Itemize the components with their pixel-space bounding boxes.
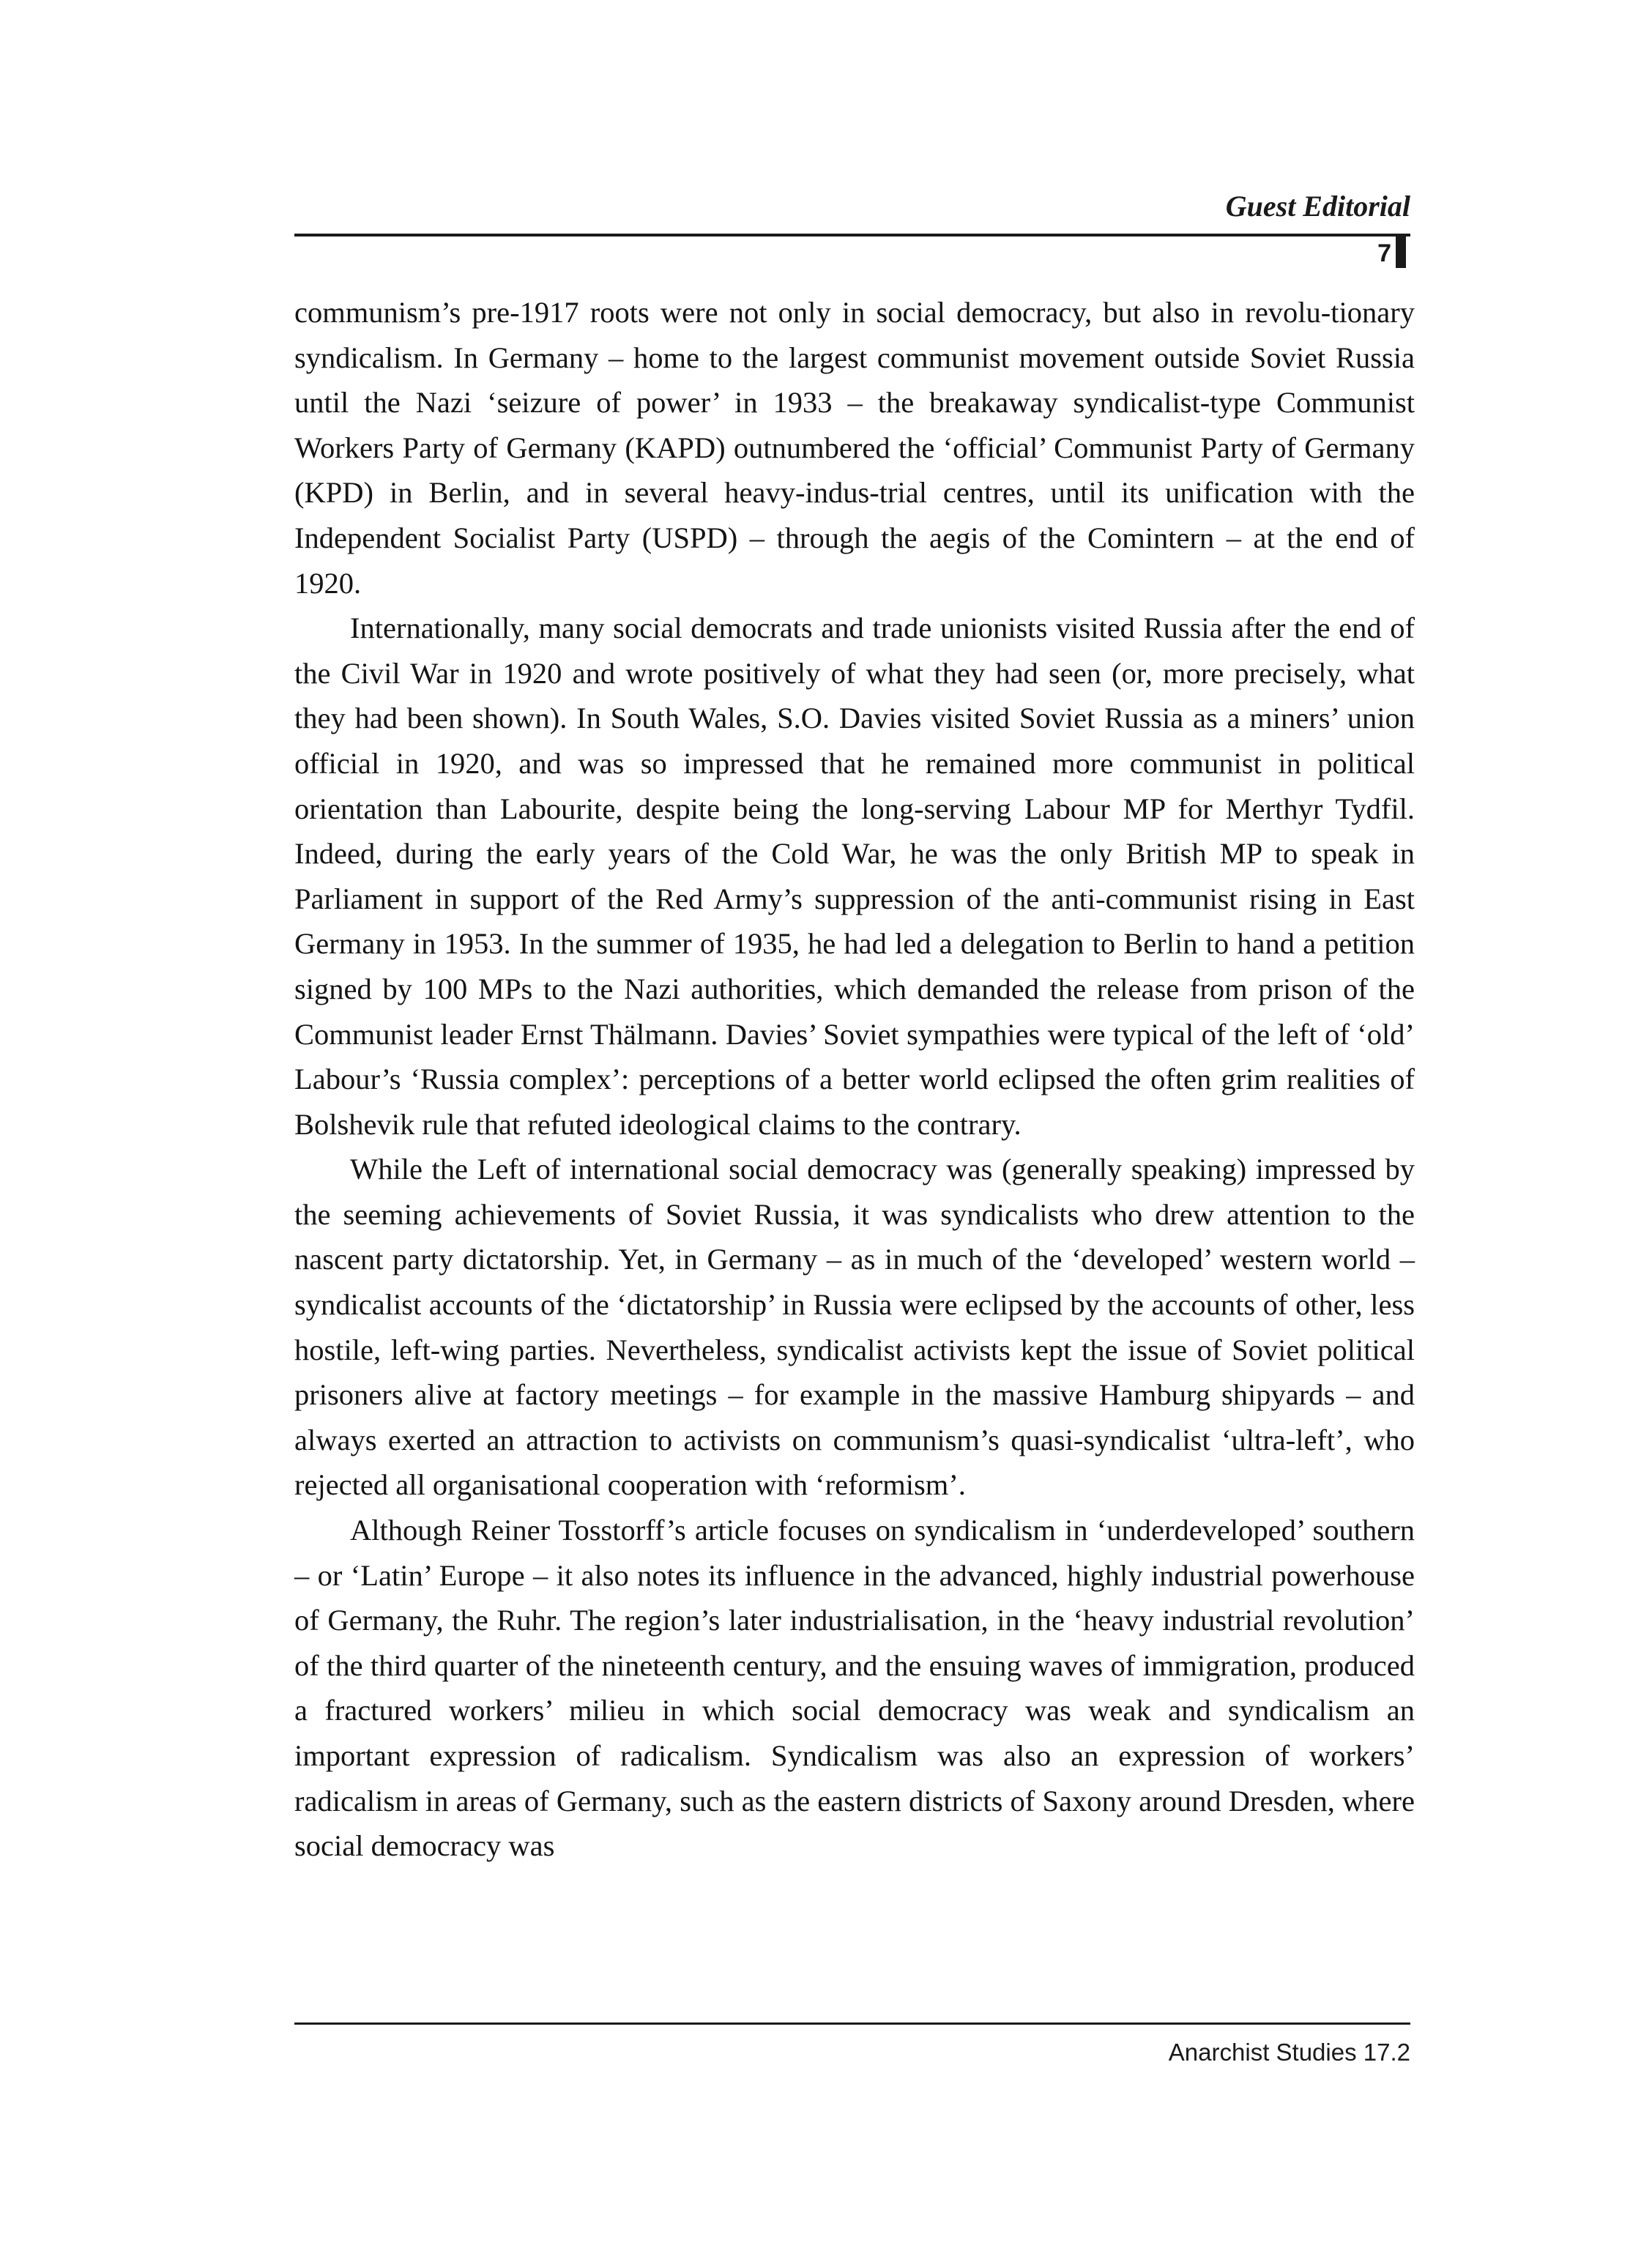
page-number-bar <box>1396 236 1406 268</box>
body-text <box>294 290 1415 1869</box>
paragraph-2: Internationally, many social democrats and trade unionists visited Russia after the end of the Civil War in 1920 and wrote positively of what they had seen (or, more precisely, what they had been shown). In South Wales, S.O. Davies visited Soviet Russia as a miners’ union official in 1920, and was so impressed that he remained more communist in political orientation than Labourite, despite being the long-serving Labour MP for Merthyr Tydfil. Indeed, during the early years of the Cold War, he was the only British MP to speak in Parliament in support of the Red Army’s suppression of the anti-communist rising in East Germany in 1953. In the summer of 1935, he had led a delegation to Berlin to hand a petition signed by 100 MPs to the Nazi authorities, which demanded the release from prison of the Communist leader Ernst Thälmann. Davies’ Soviet sympathies were typical of the left of ‘old’ Labour’s ‘Russia complex’: perceptions of a better world eclipsed the often grim realities of Bolshevik rule that refuted ideological claims to the contrary. <box>294 611 1415 1141</box>
paragraph-3: While the Left of international social democracy was (generally speaking) impressed by the seeming achievements of Soviet Russia, it was syndicalists who drew attention to the nascent party dictatorship. Yet, in Germany – as in much of the ‘developed’ western world – syndicalist accounts of the ‘dictatorship’ in Russia were eclipsed by the accounts of other, less hostile, left-wing parties. Nevertheless, syndicalist activists kept the issue of Soviet political prisoners alive at factory meetings – for example in the massive Hamburg shipyards – and always exerted an attraction to activists on communism’s quasi-syndicalist ‘ultra-left’, who rejected all organisational cooperation with ‘reformism’. <box>294 1153 1415 1502</box>
header-rule <box>294 234 1410 237</box>
footer-rule <box>294 2022 1410 2025</box>
running-title: Guest Editorial <box>1225 190 1410 223</box>
page-number: 7 <box>1377 239 1391 267</box>
journal-footer: Anarchist Studies 17.2 <box>1168 2039 1410 2066</box>
paragraph-1: communism’s pre-1917 roots were not only in social democracy, but also in revolu-tionary syndicalism. In Germany – home to the largest communist movement outside Soviet Russia until the Nazi ‘seizure of power’ in 1933 – the breakaway syndicalist-type Communist Workers Party of Germany (KAPD) outnumbered the ‘official’ Communist Party of Germany (KPD) in Berlin, and in several heavy-indus-trial centres, until its unification with the Independent Socialist Party (USPD) – through the aegis of the Comintern – at the end of 1920. <box>294 296 1415 600</box>
paragraph-4: Although Reiner Tosstorff’s article focuses on syndicalism in ‘underdeveloped’ southern – or ‘Latin’ Europe – it also notes its influence in the advanced, highly industrial powerhouse of Germany, the Ruhr. The region’s later industrialisation, in the ‘heavy industrial revolution’ of the third quarter of the nineteenth century, and the ensuing waves of immigration, produced a fractured workers’ milieu in which social democracy was weak and syndicalism an important expression of radicalism. Syndicalism was also an expression of workers’ radicalism in areas of Germany, such as the eastern districts of Saxony around Dresden, where social democracy was <box>294 1514 1415 1863</box>
